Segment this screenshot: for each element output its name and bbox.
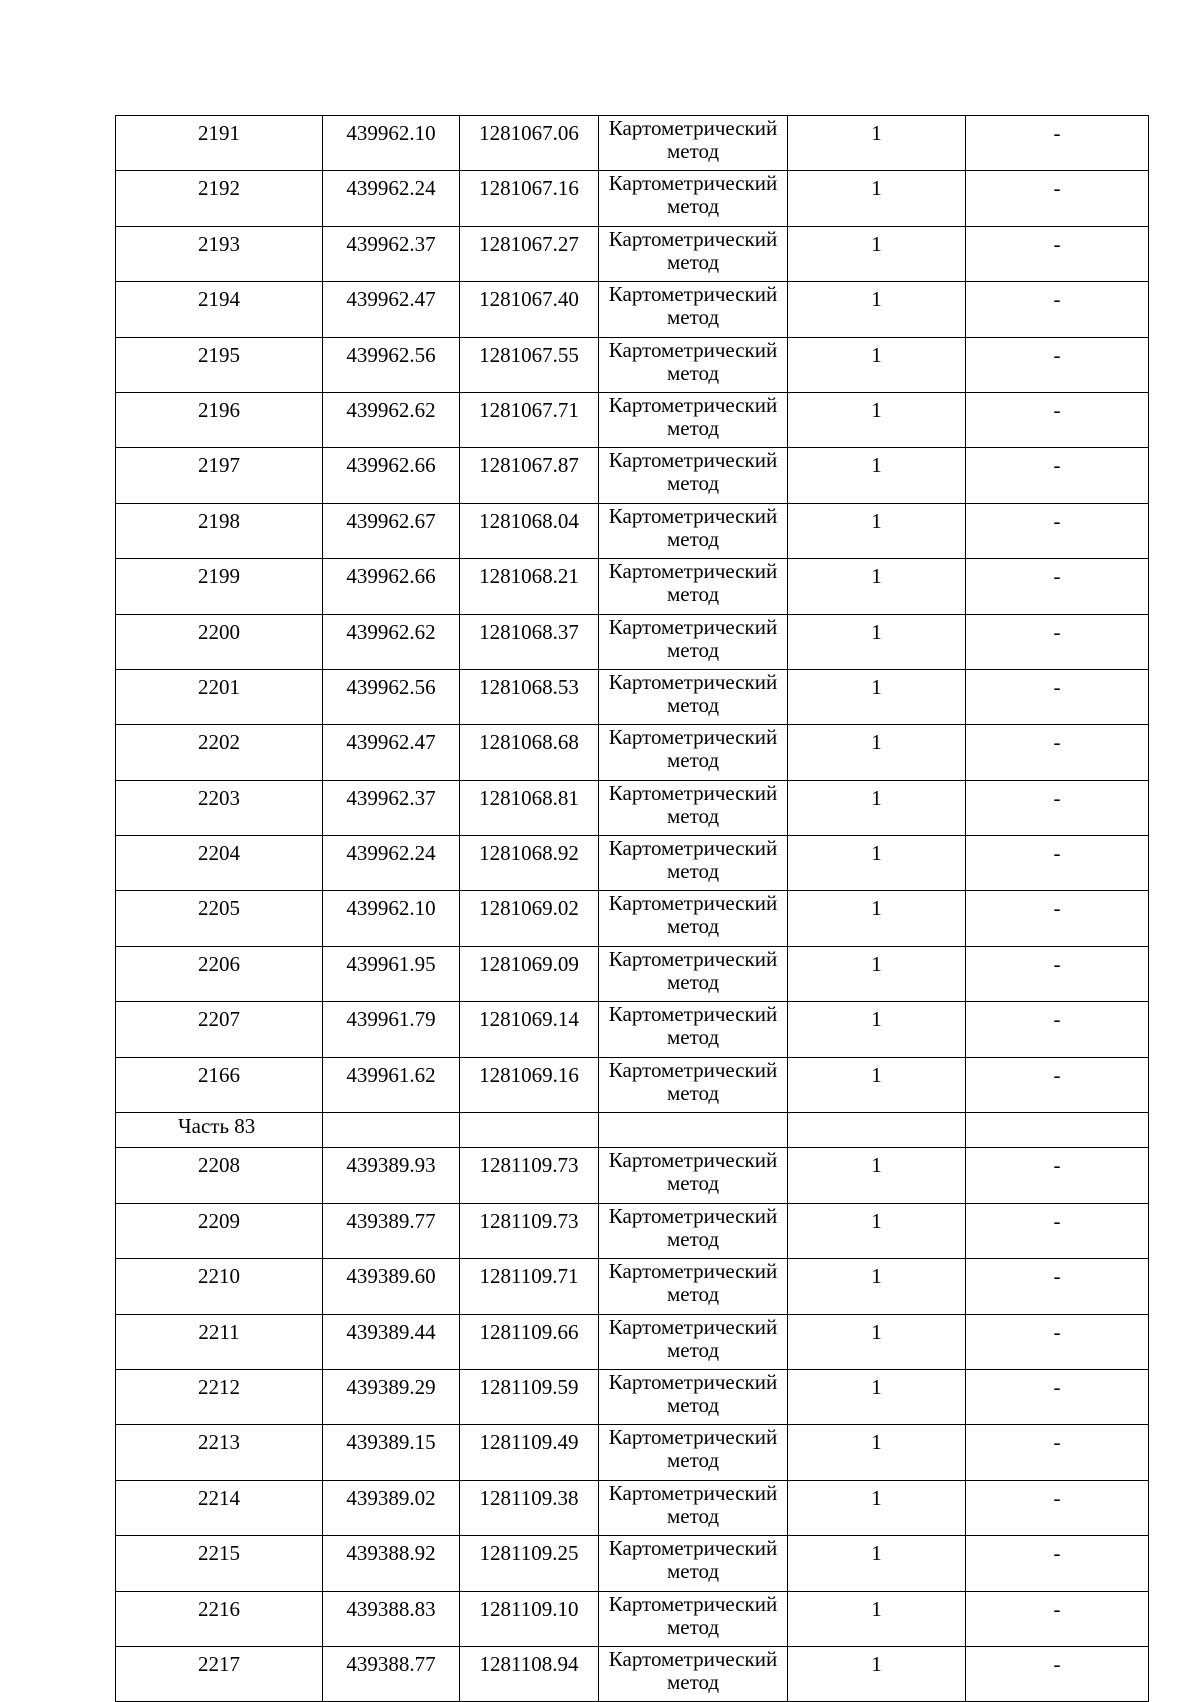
point-number: 2213 — [116, 1425, 323, 1480]
coordinate-y: 1281068.92 — [460, 836, 599, 891]
coordinate-x: 439389.77 — [323, 1203, 460, 1258]
note-value: - — [966, 836, 1149, 891]
note-value: - — [966, 891, 1149, 946]
coordinate-y: 1281067.16 — [460, 171, 599, 226]
method-cell — [599, 448, 788, 503]
table-row — [116, 1480, 1149, 1535]
point-number: 2203 — [116, 780, 323, 835]
table-row — [116, 725, 1149, 780]
method-label-line1: Картометрический — [608, 1480, 778, 1505]
point-number: 2201 — [116, 669, 323, 724]
method-cell — [599, 1591, 788, 1646]
method-label-line1: Картометрический — [608, 1536, 778, 1561]
coordinate-y: 1281067.55 — [460, 337, 599, 392]
empty-cell — [788, 1113, 966, 1148]
empty-cell — [323, 1113, 460, 1148]
method-label-line1: Картометрический — [608, 1203, 778, 1228]
method-label-line1: Картометрический — [608, 559, 778, 584]
method-label-line2: метод — [666, 1025, 720, 1050]
point-number: 2166 — [116, 1057, 323, 1112]
table-row — [116, 836, 1149, 891]
coordinate-x: 439962.47 — [323, 725, 460, 780]
method-label-line1: Картометрический — [608, 1369, 778, 1394]
method-label-line1: Картометрический — [608, 448, 778, 473]
coordinate-x: 439961.79 — [323, 1002, 460, 1057]
note-value: - — [966, 171, 1149, 226]
coordinate-x: 439389.02 — [323, 1480, 460, 1535]
precision-value: 1 — [788, 836, 966, 891]
method-label-line2: метод — [666, 360, 720, 385]
precision-value: 1 — [788, 1425, 966, 1480]
precision-value: 1 — [788, 780, 966, 835]
point-number: 2202 — [116, 725, 323, 780]
table-row — [116, 116, 1149, 171]
coordinate-y: 1281067.27 — [460, 226, 599, 281]
note-value: - — [966, 1002, 1149, 1057]
coordinate-x: 439962.66 — [323, 448, 460, 503]
method-cell — [599, 1057, 788, 1112]
method-label-line1: Картометрический — [608, 1425, 778, 1450]
precision-value: 1 — [788, 503, 966, 558]
precision-value: 1 — [788, 1057, 966, 1112]
method-label-line1: Картометрический — [608, 669, 778, 694]
coordinate-x: 439962.37 — [323, 780, 460, 835]
method-cell — [599, 1314, 788, 1369]
table-row — [116, 282, 1149, 337]
coordinate-y: 1281109.66 — [460, 1314, 599, 1369]
coordinate-y: 1281067.40 — [460, 282, 599, 337]
coordinate-y: 1281109.73 — [460, 1203, 599, 1258]
coordinate-y: 1281109.10 — [460, 1591, 599, 1646]
method-label-line2: метод — [666, 305, 720, 330]
method-label-line2: метод — [666, 471, 720, 496]
method-cell — [599, 946, 788, 1001]
point-number: 2217 — [116, 1646, 323, 1701]
coordinate-y: 1281067.06 — [460, 116, 599, 171]
method-label-line2: метод — [666, 1282, 720, 1307]
method-label-line1: Картометрический — [608, 392, 778, 417]
method-label-line2: метод — [666, 1080, 720, 1105]
coordinate-y: 1281068.68 — [460, 725, 599, 780]
point-number: 2194 — [116, 282, 323, 337]
empty-cell — [460, 1113, 599, 1148]
coordinate-x: 439389.15 — [323, 1425, 460, 1480]
method-label-line1: Картометрический — [608, 946, 778, 971]
point-number: 2193 — [116, 226, 323, 281]
coordinate-x: 439962.37 — [323, 226, 460, 281]
note-value: - — [966, 448, 1149, 503]
point-number: 2212 — [116, 1369, 323, 1424]
method-label-line1: Картометрический — [608, 780, 778, 805]
coordinate-x: 439962.66 — [323, 559, 460, 614]
coordinate-x: 439962.56 — [323, 337, 460, 392]
method-label-line1: Картометрический — [608, 282, 778, 307]
coordinate-y: 1281067.71 — [460, 392, 599, 447]
coordinate-y: 1281109.25 — [460, 1536, 599, 1591]
method-label-line2: метод — [666, 748, 720, 773]
coordinate-x: 439962.56 — [323, 669, 460, 724]
coordinate-x: 439389.93 — [323, 1148, 460, 1203]
coordinate-y: 1281068.04 — [460, 503, 599, 558]
point-number: 2211 — [116, 1314, 323, 1369]
coordinate-y: 1281068.21 — [460, 559, 599, 614]
precision-value: 1 — [788, 392, 966, 447]
method-label-line1: Картометрический — [608, 503, 778, 528]
point-number: 2195 — [116, 337, 323, 392]
method-cell — [599, 1259, 788, 1314]
note-value: - — [966, 1057, 1149, 1112]
method-cell — [599, 116, 788, 171]
note-value: - — [966, 1646, 1149, 1701]
coordinate-x: 439962.67 — [323, 503, 460, 558]
method-label-line2: метод — [666, 1669, 720, 1694]
point-number: 2197 — [116, 448, 323, 503]
precision-value: 1 — [788, 559, 966, 614]
method-label-line2: метод — [666, 1559, 720, 1584]
point-number: 2191 — [116, 116, 323, 171]
method-label-line1: Картометрический — [608, 116, 778, 140]
table-row — [116, 171, 1149, 226]
coordinate-x: 439389.60 — [323, 1259, 460, 1314]
coordinate-x: 439962.47 — [323, 282, 460, 337]
point-number: 2205 — [116, 891, 323, 946]
note-value: - — [966, 1203, 1149, 1258]
note-value: - — [966, 282, 1149, 337]
note-value: - — [966, 614, 1149, 669]
coordinate-x: 439389.29 — [323, 1369, 460, 1424]
table-row — [116, 1536, 1149, 1591]
coordinate-y: 1281109.71 — [460, 1259, 599, 1314]
precision-value: 1 — [788, 1314, 966, 1369]
method-label-line2: метод — [666, 139, 720, 163]
table-row — [116, 669, 1149, 724]
coordinate-x: 439962.62 — [323, 392, 460, 447]
point-number: 2208 — [116, 1148, 323, 1203]
method-label-line2: метод — [666, 637, 720, 662]
table-row — [116, 946, 1149, 1001]
table-row — [116, 1259, 1149, 1314]
precision-value: 1 — [788, 116, 966, 171]
method-label-line2: метод — [666, 1226, 720, 1251]
method-cell — [599, 171, 788, 226]
note-value: - — [966, 1369, 1149, 1424]
coordinate-y: 1281068.37 — [460, 614, 599, 669]
coordinate-y: 1281069.09 — [460, 946, 599, 1001]
method-label-line2: метод — [666, 526, 720, 551]
table-row — [116, 1591, 1149, 1646]
precision-value: 1 — [788, 337, 966, 392]
point-number: 2206 — [116, 946, 323, 1001]
table-row — [116, 1148, 1149, 1203]
table-row — [116, 1425, 1149, 1480]
method-label-line2: метод — [666, 1337, 720, 1362]
table-row — [116, 448, 1149, 503]
table-row — [116, 614, 1149, 669]
precision-value: 1 — [788, 1002, 966, 1057]
section-label: Часть 83 — [116, 1113, 323, 1148]
coordinate-x: 439961.95 — [323, 946, 460, 1001]
point-number: 2192 — [116, 171, 323, 226]
note-value: - — [966, 1480, 1149, 1535]
method-label-line2: метод — [666, 415, 720, 440]
precision-value: 1 — [788, 1369, 966, 1424]
method-label-line1: Картометрический — [608, 226, 778, 251]
note-value: - — [966, 116, 1149, 171]
coordinate-y: 1281109.49 — [460, 1425, 599, 1480]
method-cell — [599, 1203, 788, 1258]
method-label-line1: Картометрический — [608, 1002, 778, 1027]
method-label-line1: Картометрический — [608, 1148, 778, 1173]
precision-value: 1 — [788, 614, 966, 669]
table-row — [116, 1369, 1149, 1424]
method-label-line1: Картометрический — [608, 1591, 778, 1616]
note-value: - — [966, 725, 1149, 780]
coordinate-y: 1281109.73 — [460, 1148, 599, 1203]
point-number: 2209 — [116, 1203, 323, 1258]
method-label-line1: Картометрический — [608, 614, 778, 639]
method-cell — [599, 836, 788, 891]
method-cell — [599, 891, 788, 946]
method-cell — [599, 669, 788, 724]
precision-value: 1 — [788, 282, 966, 337]
method-cell — [599, 559, 788, 614]
note-value: - — [966, 1536, 1149, 1591]
precision-value: 1 — [788, 1259, 966, 1314]
method-cell — [599, 226, 788, 281]
coordinate-y: 1281069.16 — [460, 1057, 599, 1112]
method-cell — [599, 1536, 788, 1591]
table-row — [116, 1057, 1149, 1112]
method-cell — [599, 780, 788, 835]
coordinate-y: 1281108.94 — [460, 1646, 599, 1701]
coordinate-y: 1281109.38 — [460, 1480, 599, 1535]
note-value: - — [966, 392, 1149, 447]
point-number: 2196 — [116, 392, 323, 447]
coordinate-y: 1281068.81 — [460, 780, 599, 835]
coordinate-x: 439388.83 — [323, 1591, 460, 1646]
method-label-line1: Картометрический — [608, 1314, 778, 1339]
precision-value: 1 — [788, 891, 966, 946]
point-number: 2200 — [116, 614, 323, 669]
note-value: - — [966, 1591, 1149, 1646]
method-cell — [599, 725, 788, 780]
method-label-line2: метод — [666, 194, 720, 219]
precision-value: 1 — [788, 946, 966, 1001]
coordinate-x: 439962.24 — [323, 171, 460, 226]
precision-value: 1 — [788, 669, 966, 724]
coordinate-y: 1281069.14 — [460, 1002, 599, 1057]
coordinate-x: 439962.62 — [323, 614, 460, 669]
note-value: - — [966, 1148, 1149, 1203]
method-label-line2: метод — [666, 582, 720, 607]
note-value: - — [966, 1259, 1149, 1314]
method-label-line1: Картометрический — [608, 725, 778, 750]
point-number: 2198 — [116, 503, 323, 558]
empty-cell — [599, 1113, 788, 1148]
precision-value: 1 — [788, 1646, 966, 1701]
method-label-line1: Картометрический — [608, 337, 778, 362]
method-cell — [599, 1425, 788, 1480]
coordinate-x: 439962.10 — [323, 116, 460, 171]
method-cell — [599, 503, 788, 558]
precision-value: 1 — [788, 1591, 966, 1646]
section-header-row — [116, 1113, 1149, 1148]
method-cell — [599, 392, 788, 447]
point-number: 2204 — [116, 836, 323, 891]
point-number: 2207 — [116, 1002, 323, 1057]
method-cell — [599, 614, 788, 669]
method-label-line2: метод — [666, 692, 720, 717]
method-label-line1: Картометрический — [608, 836, 778, 861]
coordinates-table — [115, 115, 1149, 1702]
method-label-line2: метод — [666, 1171, 720, 1196]
table-row — [116, 392, 1149, 447]
point-number: 2214 — [116, 1480, 323, 1535]
table-row — [116, 226, 1149, 281]
method-cell — [599, 337, 788, 392]
precision-value: 1 — [788, 171, 966, 226]
method-label-line1: Картометрический — [608, 891, 778, 916]
method-cell — [599, 1148, 788, 1203]
coordinate-y: 1281067.87 — [460, 448, 599, 503]
table-row — [116, 337, 1149, 392]
point-number: 2210 — [116, 1259, 323, 1314]
empty-cell — [966, 1113, 1149, 1148]
table-row — [116, 1646, 1149, 1701]
table-row — [116, 559, 1149, 614]
method-label-line2: метод — [666, 249, 720, 274]
note-value: - — [966, 226, 1149, 281]
point-number: 2215 — [116, 1536, 323, 1591]
method-cell — [599, 1480, 788, 1535]
note-value: - — [966, 1425, 1149, 1480]
method-label-line2: метод — [666, 1448, 720, 1473]
precision-value: 1 — [788, 448, 966, 503]
precision-value: 1 — [788, 1203, 966, 1258]
point-number: 2199 — [116, 559, 323, 614]
point-number: 2216 — [116, 1591, 323, 1646]
precision-value: 1 — [788, 1480, 966, 1535]
coordinate-x: 439961.62 — [323, 1057, 460, 1112]
method-label-line2: метод — [666, 1614, 720, 1639]
note-value: - — [966, 1314, 1149, 1369]
method-label-line2: метод — [666, 1392, 720, 1417]
note-value: - — [966, 559, 1149, 614]
coordinate-x: 439962.10 — [323, 891, 460, 946]
method-cell — [599, 282, 788, 337]
method-label-line1: Картометрический — [608, 1259, 778, 1284]
table-row — [116, 780, 1149, 835]
method-label-line2: метод — [666, 859, 720, 884]
table-body — [116, 116, 1149, 1702]
method-label-line2: метод — [666, 969, 720, 994]
note-value: - — [966, 503, 1149, 558]
coordinate-y: 1281069.02 — [460, 891, 599, 946]
note-value: - — [966, 669, 1149, 724]
method-label-line1: Картометрический — [608, 171, 778, 196]
precision-value: 1 — [788, 1148, 966, 1203]
method-label-line1: Картометрический — [608, 1646, 778, 1671]
note-value: - — [966, 780, 1149, 835]
table-row — [116, 1203, 1149, 1258]
coordinate-y: 1281109.59 — [460, 1369, 599, 1424]
note-value: - — [966, 946, 1149, 1001]
coordinate-y: 1281068.53 — [460, 669, 599, 724]
method-label-line2: метод — [666, 803, 720, 828]
precision-value: 1 — [788, 725, 966, 780]
coordinate-x: 439389.44 — [323, 1314, 460, 1369]
method-cell — [599, 1646, 788, 1701]
precision-value: 1 — [788, 1536, 966, 1591]
precision-value: 1 — [788, 226, 966, 281]
method-label-line2: метод — [666, 914, 720, 939]
method-cell — [599, 1369, 788, 1424]
method-label-line1: Картометрический — [608, 1057, 778, 1082]
table-row — [116, 1314, 1149, 1369]
table-row — [116, 503, 1149, 558]
coordinate-x: 439962.24 — [323, 836, 460, 891]
note-value: - — [966, 337, 1149, 392]
method-cell — [599, 1002, 788, 1057]
table-row — [116, 891, 1149, 946]
coordinate-x: 439388.92 — [323, 1536, 460, 1591]
method-label-line2: метод — [666, 1503, 720, 1528]
table-row — [116, 1002, 1149, 1057]
coordinate-x: 439388.77 — [323, 1646, 460, 1701]
